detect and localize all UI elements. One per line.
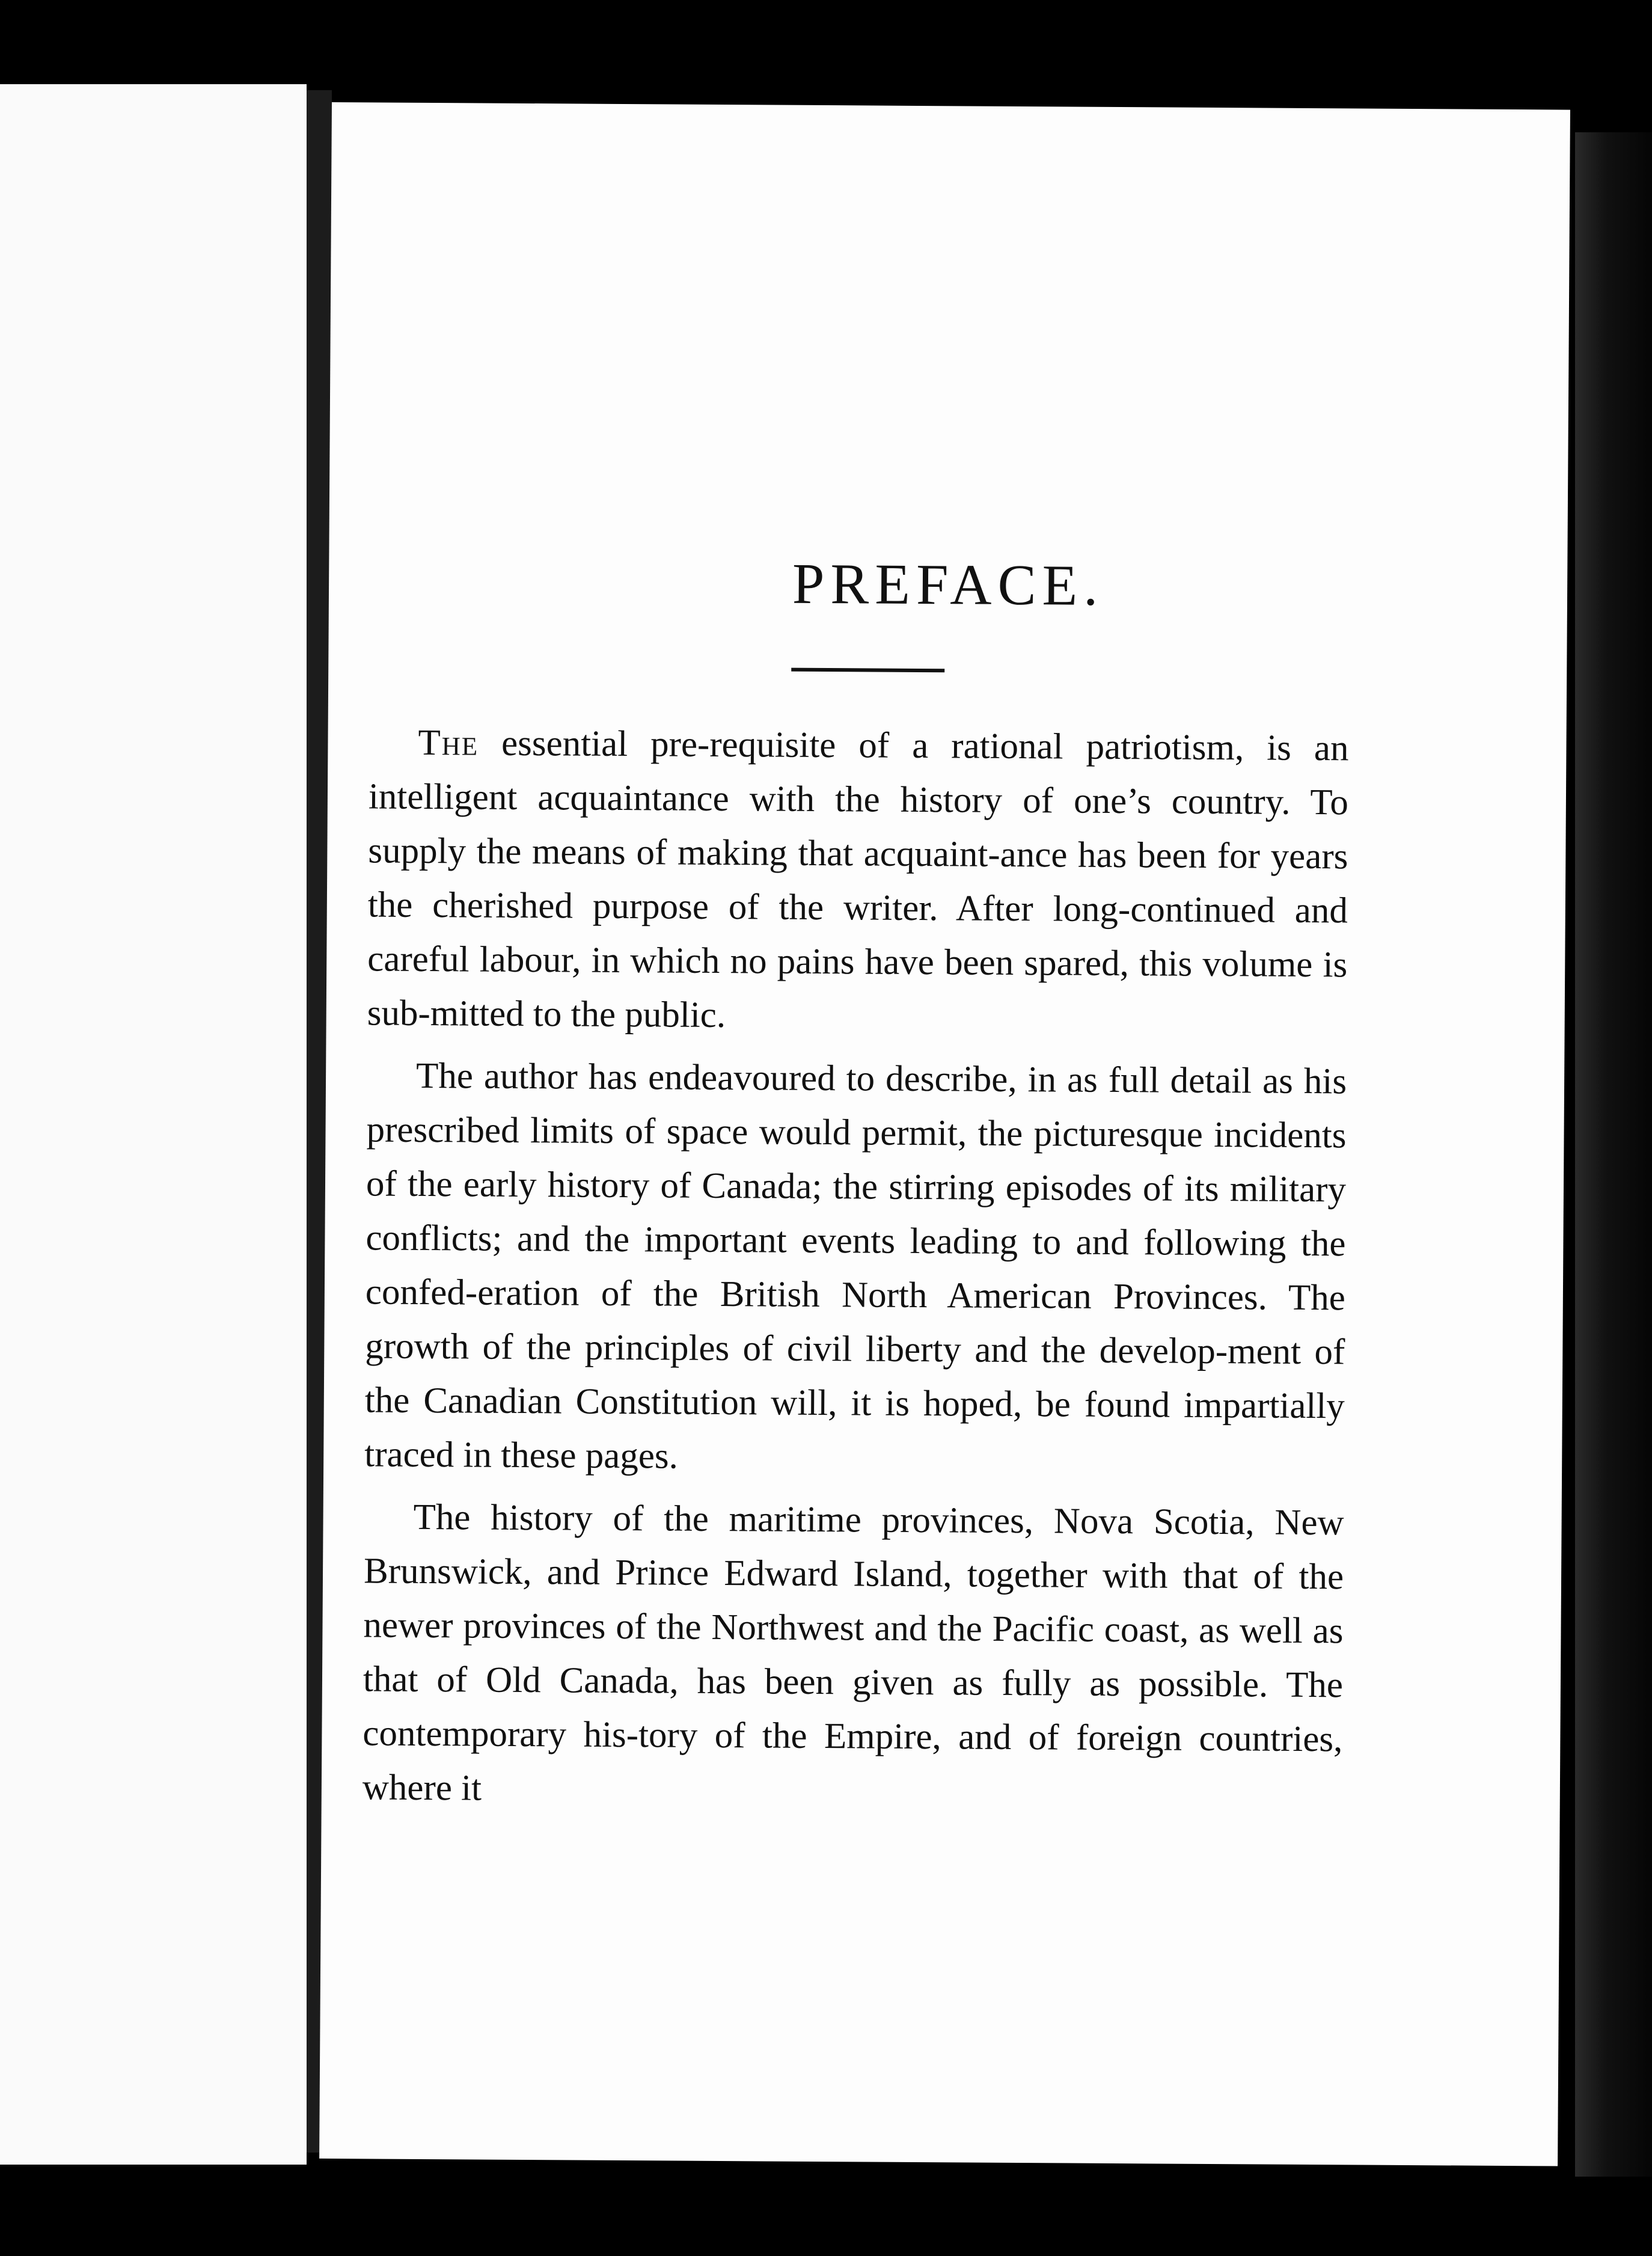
page-edge <box>1575 132 1652 2177</box>
preface-body <box>363 716 1349 1829</box>
title-rule <box>791 668 944 673</box>
paragraph-2: The author has endeavoured to describe, in as full detail as his prescribed limits of space would permit, the picturesque incidents of the early history of Canada; the stirring episodes of its military conflicts; and the important events leading to and following the confed-eration of the British North American Provinces. The growth of the principles of civil liberty and the develop-ment of the Canadian Constitution will, it is hoped, be found impartially traced in these pages. <box>364 1055 1347 1477</box>
right-page <box>319 102 1570 2166</box>
left-page <box>0 84 307 2165</box>
paragraph-3: The history of the maritime provinces, Nova Scotia, New Brunswick, and Prince Edward Island, together with that of the newer provinces of the Northwest and the Pacific coast, as well as that of Old Canada, has been given as fully as possible. The contemporary his-tory of the Empire, and of foreign countries, where it <box>362 1497 1344 1809</box>
paragraph-lead: The <box>418 722 479 764</box>
paragraph-text: essential pre-requisite of a rational patriotism, is an intelligent acquaintance with the history of one’s country. To supply the means of making that acquaint-ance has been for years the cherished purpose of the writer. After long-continued and careful labour, in which no pains have been spared, this volume is sub-mitted to the public. <box>367 723 1349 1036</box>
paragraph-1 <box>367 716 1348 1046</box>
page-title: PREFACE. <box>792 551 1104 618</box>
